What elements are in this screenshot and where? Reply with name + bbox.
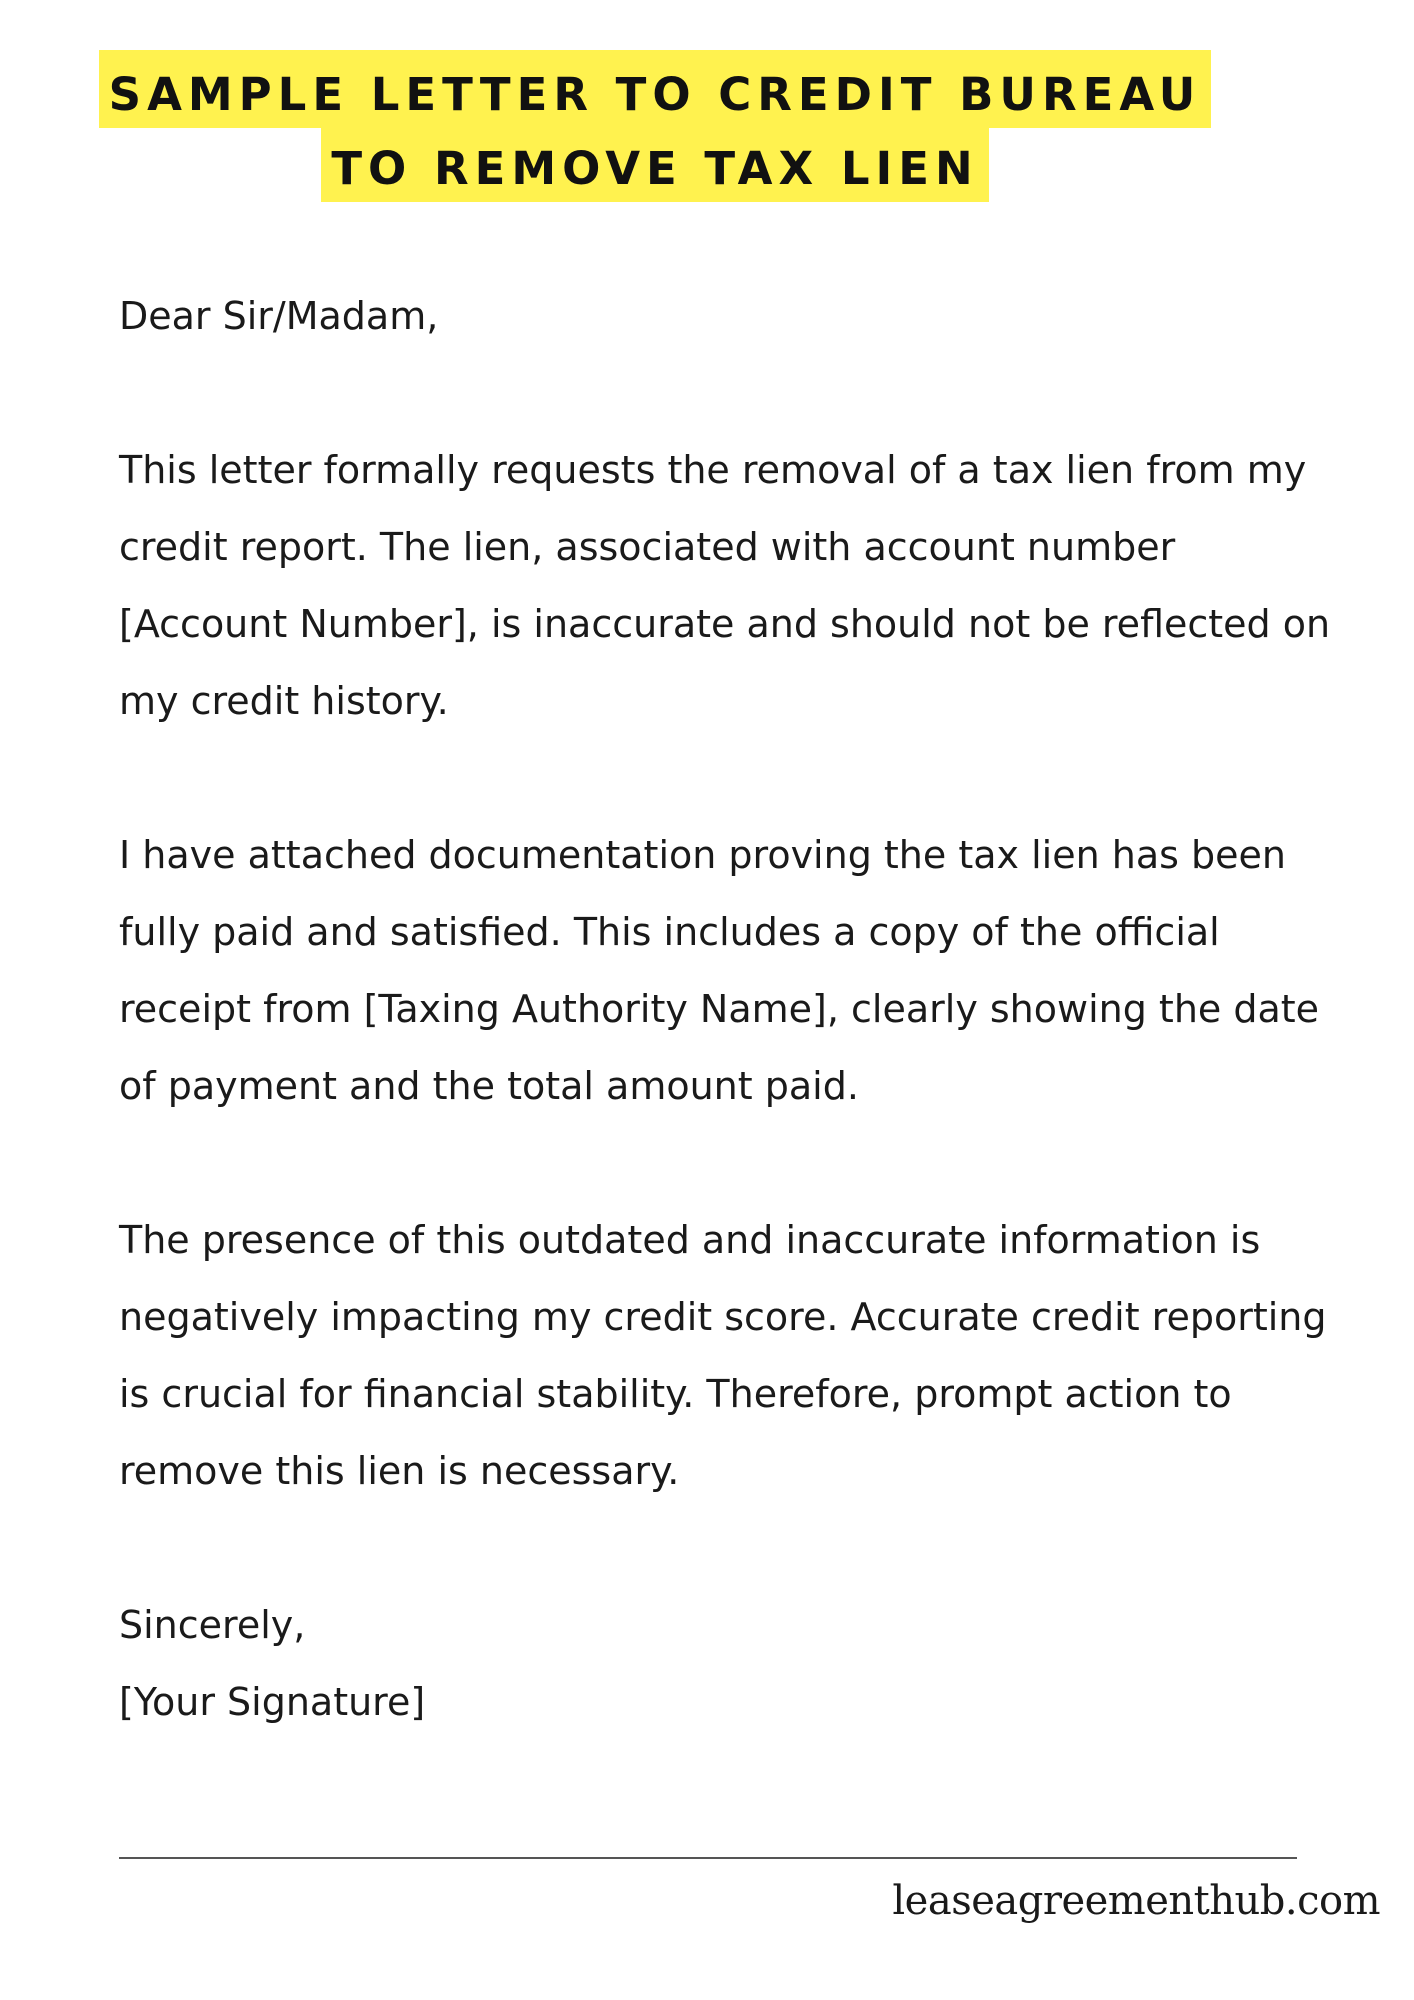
title-line-1: SAMPLE LETTER TO CREDIT BUREAU — [99, 50, 1212, 128]
paragraph-1: This letter formally requests the removal of a tax lien from my credit report. The lien, associated with account number [Account Number], is inaccurate and should not be reflected on my credit history. — [119, 448, 1331, 723]
footer-website: leaseagreementhub.com — [892, 1878, 1380, 1924]
signature-placeholder: [Your Signature] — [119, 1680, 426, 1724]
letter-body — [119, 278, 1349, 1741]
closing: Sincerely, — [119, 1603, 306, 1647]
paragraph-2: I have attached documentation proving the tax lien has been fully paid and satisfied. This includes a copy of the official receipt from [Taxing Authority Name], clearly showing the date of payment and the total amount paid. — [119, 833, 1320, 1108]
title-line-2: TO REMOVE TAX LIEN — [321, 128, 988, 202]
salutation: Dear Sir/Madam, — [119, 294, 439, 338]
paragraph-3: The presence of this outdated and inaccurate information is negatively impacting my credit score. Accurate credit reporting is crucial for financial stability. Therefore, prompt action to remove this lien is necessary. — [119, 1218, 1327, 1493]
page-title — [0, 50, 1310, 202]
footer-divider — [119, 1857, 1297, 1859]
